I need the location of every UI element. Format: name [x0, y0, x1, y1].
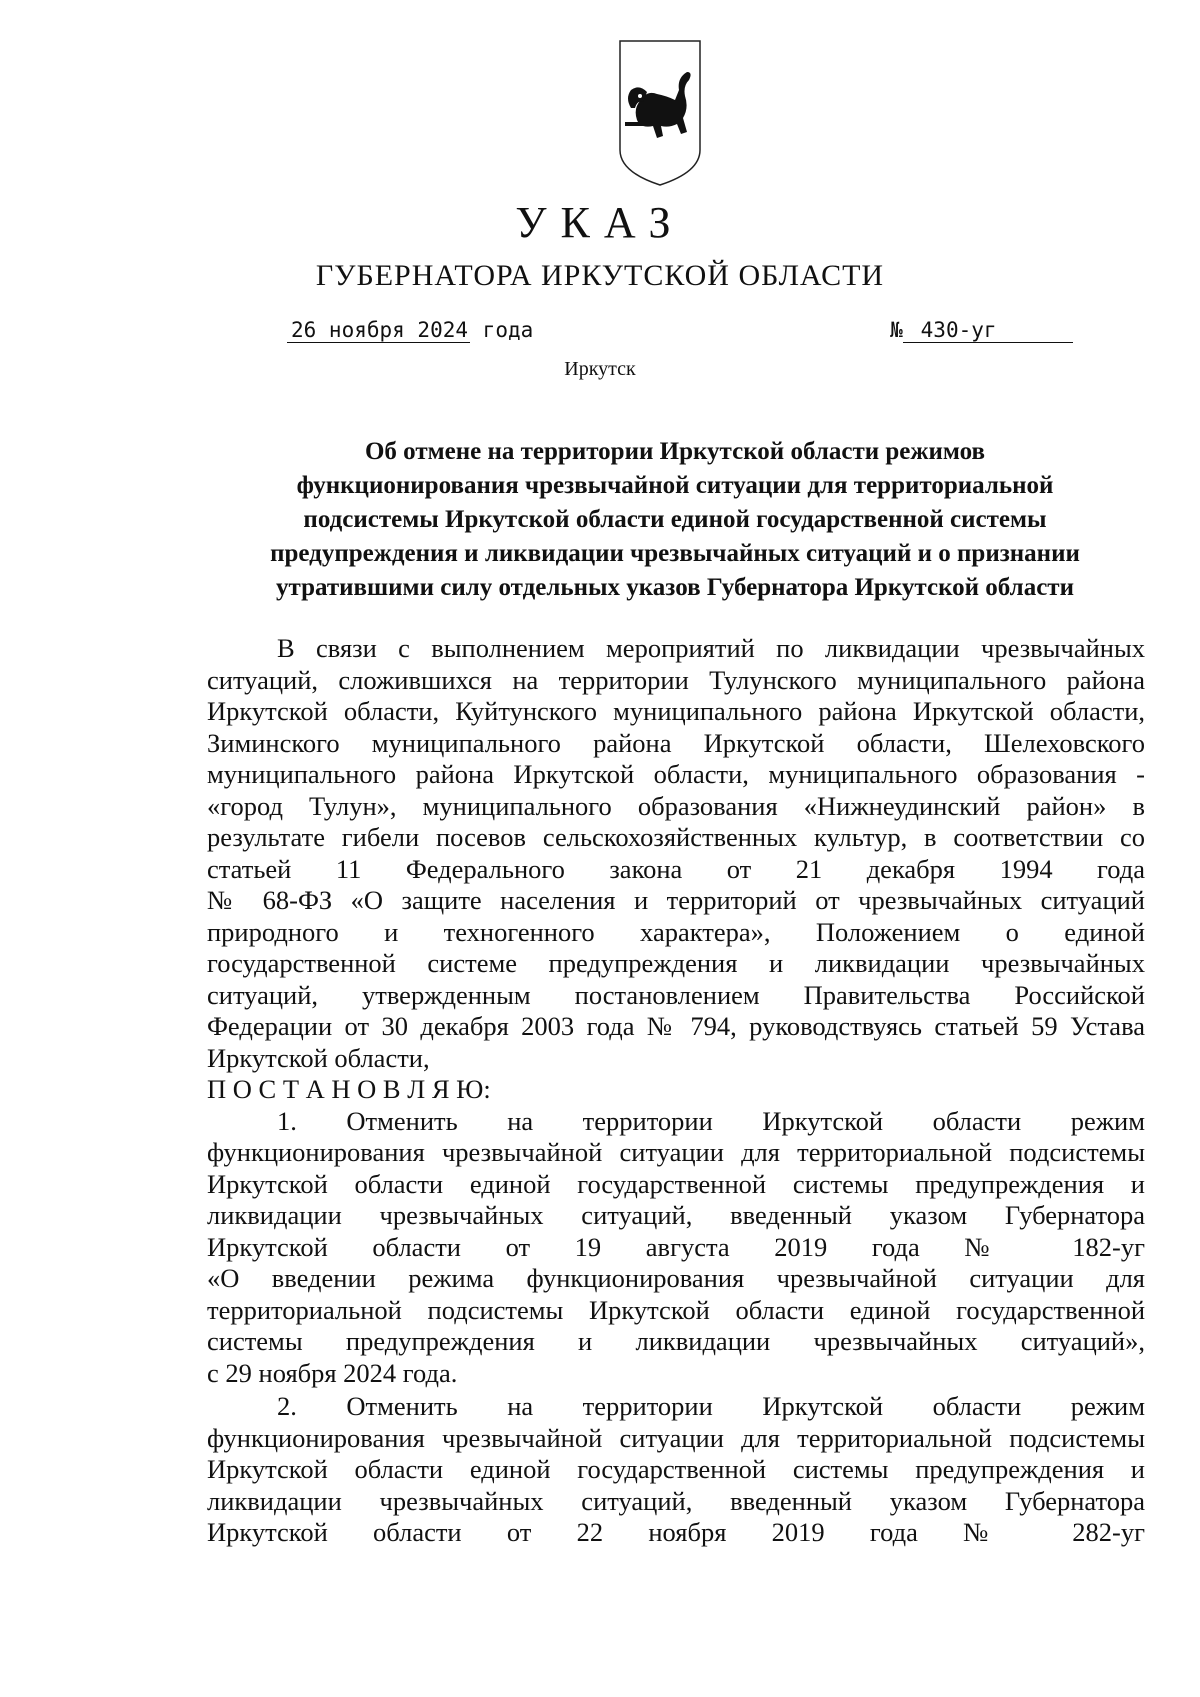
text-line: 1. Отменить на территории Иркутской области режим	[277, 1105, 1145, 1136]
text-line: ликвидации чрезвычайных ситуаций, введенный указом Губернатора	[207, 1485, 1145, 1516]
document-subtitle: ГУБЕРНАТОРА ИРКУТСКОЙ ОБЛАСТИ	[315, 259, 885, 292]
preamble-paragraph	[207, 633, 1145, 1074]
number-value: 430-уг	[903, 318, 1073, 343]
text-line: Иркутской области единой государственной системы предупреждения и	[207, 1168, 1145, 1199]
heading-line: Об отмене на территории Иркутской области режимов	[364, 438, 986, 465]
decree-item-2	[207, 1391, 1145, 1549]
decree-word: П О С Т А Н О В Л Я Ю:	[207, 1074, 491, 1104]
text-line: функционирования чрезвычайной ситуации для территориальной подсистемы	[207, 1422, 1145, 1453]
text-line: 2. Отменить на территории Иркутской области режим	[277, 1391, 1145, 1421]
city-name: Иркутск	[564, 358, 636, 380]
text-line: ликвидации чрезвычайных ситуаций, введенный указом Губернатора	[207, 1200, 1145, 1230]
text-line: В связи с выполнением мероприятий по ликвидации чрезвычайных	[277, 633, 1145, 663]
text-line: Иркутской области,	[207, 1042, 430, 1073]
text-line: природного и техногенного характера», Положением о единой	[207, 916, 1145, 947]
heading-line: утратившими силу отдельных указов Губернатора Иркутской области	[276, 574, 1074, 601]
date-suffix: года	[482, 318, 534, 342]
text-line: функционирования чрезвычайной ситуации для территориальной подсистемы	[207, 1137, 1145, 1167]
text-line: № 68-ФЗ «О защите населения и территорий от чрезвычайных ситуаций	[207, 885, 1145, 915]
heading-line: предупреждения и ликвидации чрезвычайных ситуаций и о признании	[270, 540, 1080, 567]
text-line: Иркутской области, Куйтунского муниципального района Иркутской области,	[207, 696, 1145, 726]
text-line: «город Тулун», муниципального образования «Нижнеудинский район» в	[207, 790, 1145, 821]
document-number	[890, 318, 1073, 343]
text-line: Иркутской области от 19 августа 2019 года № 182-уг	[207, 1231, 1145, 1262]
heading-line: функционирования чрезвычайной ситуации для территориальной	[296, 472, 1054, 499]
text-line: системы предупреждения и ликвидации чрезвычайных ситуаций»,	[207, 1326, 1145, 1356]
text-line: Зиминского муниципального района Иркутской области, Шелеховского	[207, 727, 1145, 758]
text-line: государственной системе предупреждения и ликвидации чрезвычайных	[207, 948, 1145, 978]
number-sign: №	[890, 318, 903, 342]
text-line: результате гибели посевов сельскохозяйственных культур, в соответствии со	[207, 822, 1145, 852]
text-line: ситуаций, сложившихся на территории Тулунского муниципального района	[207, 664, 1145, 695]
babr-emblem-icon	[617, 38, 703, 188]
text-line: муниципального района Иркутской области, муниципального образования -	[207, 759, 1145, 789]
decree-heading	[205, 435, 1145, 605]
heading-line: подсистемы Иркутской области единой государственной системы	[303, 506, 1047, 533]
text-line: «О введении режима функционирования чрезвычайной ситуации для	[207, 1263, 1145, 1293]
text-line: ситуаций, утвержденным постановлением Правительства Российской	[207, 979, 1145, 1010]
decree-body	[207, 633, 1145, 1549]
text-line: территориальной подсистемы Иркутской области единой государственной	[207, 1294, 1145, 1325]
document-date	[287, 318, 533, 343]
coat-of-arms-emblem	[617, 38, 703, 188]
date-value: 26 ноября 2024	[287, 318, 470, 343]
text-line: Федерации от 30 декабря 2003 года № 794, руководствуясь статьей 59 Устава	[207, 1011, 1145, 1041]
text-line: Иркутской области единой государственной системы предупреждения и	[207, 1454, 1145, 1484]
text-line: Иркутской области от 22 ноября 2019 года № 282-уг	[207, 1517, 1145, 1547]
text-line: с 29 ноября 2024 года.	[207, 1357, 458, 1388]
document-title: УКАЗ	[515, 198, 685, 247]
decree-item-1	[207, 1106, 1145, 1390]
text-line: статьей 11 Федерального закона от 21 декабря 1994 года	[207, 853, 1145, 884]
